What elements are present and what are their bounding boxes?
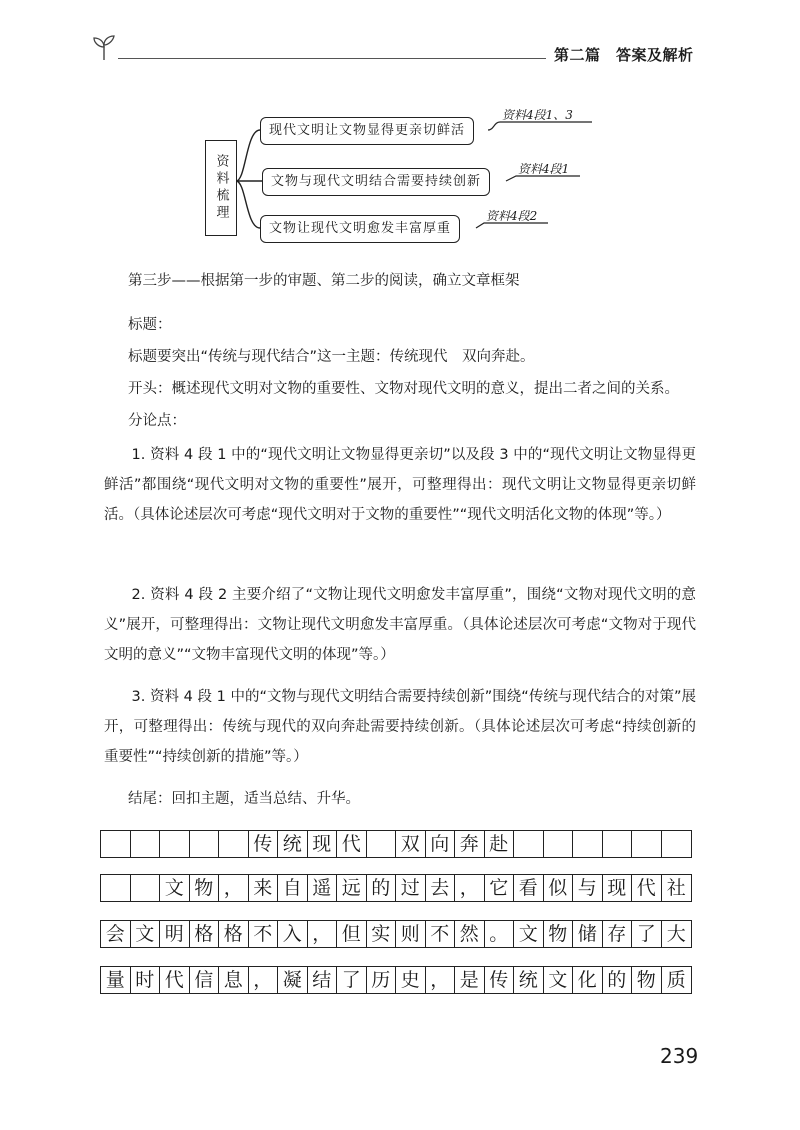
grid-cell: 格 <box>219 921 249 947</box>
grid-cell: 历 <box>367 967 397 993</box>
grid-cell: ， <box>249 967 279 993</box>
grid-cell: 统 <box>514 967 544 993</box>
grid-cell: 物 <box>632 967 662 993</box>
mindmap-source: 资料4段1、3 <box>502 108 573 122</box>
grid-cell: 代 <box>337 831 367 857</box>
step-heading: 第三步——根据第一步的审题、第二步的阅读，确立文章框架 <box>128 273 520 289</box>
grid-cell: 入 <box>278 921 308 947</box>
mindmap-branch: 文物与现代文明结合需要持续创新 <box>262 168 490 196</box>
grid-cell: 化 <box>573 967 603 993</box>
grid-row <box>100 966 692 994</box>
grid-cell: 与 <box>573 875 603 901</box>
section-title: 第二篇 答案及解析 <box>554 46 694 64</box>
grid-cell: 则 <box>396 921 426 947</box>
grid-cell <box>190 831 220 857</box>
mindmap-branch: 现代文明让文物显得更亲切鲜活 <box>260 117 474 145</box>
grid-cell: 来 <box>249 875 279 901</box>
grid-cell: 文 <box>514 921 544 947</box>
page-number: 239 <box>660 1044 699 1068</box>
grid-cell: 物 <box>190 875 220 901</box>
grid-cell: 远 <box>337 875 367 901</box>
grid-cell: 文 <box>544 967 574 993</box>
grid-cell: 向 <box>426 831 456 857</box>
grid-cell: 明 <box>160 921 190 947</box>
grid-cell: 统 <box>278 831 308 857</box>
grid-cell: 自 <box>278 875 308 901</box>
mindmap-root: 资料梳理 <box>205 140 237 236</box>
grid-cell: 。 <box>485 921 515 947</box>
grid-cell <box>131 831 161 857</box>
grid-cell <box>544 831 574 857</box>
grid-cell <box>160 831 190 857</box>
grid-cell: 物 <box>544 921 574 947</box>
grid-cell: 结 <box>308 967 338 993</box>
grid-cell: 大 <box>666 923 686 945</box>
grid-cell: 奔 <box>455 831 485 857</box>
grid-cell: 质 <box>666 969 686 991</box>
grid-cell <box>603 831 633 857</box>
grid-cell: 遥 <box>308 875 338 901</box>
grid-cell: 实 <box>367 921 397 947</box>
grid-cell: 过 <box>396 875 426 901</box>
grid-cell: 了 <box>632 921 662 947</box>
grid-cell: 文 <box>160 875 190 901</box>
grid-cell: 量 <box>101 967 131 993</box>
points-label: 分论点： <box>128 413 186 429</box>
grid-cell: 存 <box>603 921 633 947</box>
grid-cell: ， <box>426 967 456 993</box>
mindmap-branch: 文物让现代文明愈发丰富厚重 <box>260 215 460 243</box>
grid-cell: 它 <box>485 875 515 901</box>
grid-cell <box>632 831 662 857</box>
grid-cell: 的 <box>367 875 397 901</box>
grid-cell: 代 <box>160 967 190 993</box>
grid-cell: 但 <box>337 921 367 947</box>
grid-cell: 代 <box>632 875 662 901</box>
grid-cell: 格 <box>190 921 220 947</box>
grid-cell: 传 <box>485 967 515 993</box>
grid-cell: 了 <box>337 967 367 993</box>
title-label: 标题： <box>128 317 172 333</box>
grid-cell: 传 <box>249 831 279 857</box>
grid-cell: 文 <box>131 921 161 947</box>
grid-cell: 息 <box>219 967 249 993</box>
grid-cell <box>101 875 131 901</box>
grid-cell: 看 <box>514 875 544 901</box>
grid-cell: ， <box>219 875 249 901</box>
grid-cell: 凝 <box>278 967 308 993</box>
grid-row <box>100 874 692 902</box>
grid-cell: 赴 <box>485 831 515 857</box>
grid-cell <box>131 875 161 901</box>
mindmap-source: 资料4段2 <box>486 209 538 223</box>
opening-paragraph: 开头：概述现代文明对文物的重要性、文物对现代文明的意义，提出二者之间的关系。 <box>128 381 679 397</box>
grid-cell: 社 <box>666 877 686 899</box>
mindmap-source: 资料4段1 <box>518 162 570 176</box>
grid-cell <box>367 831 397 857</box>
grid-cell: 然 <box>455 921 485 947</box>
grid-cell <box>514 831 544 857</box>
grid-row <box>100 920 692 948</box>
grid-cell: 似 <box>544 875 574 901</box>
point-3: 3. 资料 4 段 1 中的“文物与现代文明结合需要持续创新”围绕“传统与现代结合的对策”展开，可整理得出：传统与现代的双向奔赴需要持续创新。（具体论述层次可考虑“持续创新的重要性”“持续创新的措施”等。） <box>104 689 696 765</box>
grid-cell: 时 <box>131 967 161 993</box>
grid-cell: ， <box>455 875 485 901</box>
grid-cell: ， <box>308 921 338 947</box>
grid-cell: 的 <box>603 967 633 993</box>
grid-cell <box>101 831 131 857</box>
grid-cell <box>573 831 603 857</box>
grid-cell: 去 <box>426 875 456 901</box>
grid-cell: 会 <box>101 921 131 947</box>
point-2: 2. 资料 4 段 2 主要介绍了“文物让现代文明愈发丰富厚重”，围绕“文物对现代文明的意义”展开，可整理得出：文物让现代文明愈发丰富厚重。（具体论述层次可考虑“文物对于现代文明的意义”“文物丰富现代文明的体现”等。） <box>104 587 696 663</box>
grid-row <box>100 830 692 858</box>
grid-cell: 是 <box>455 967 485 993</box>
grid-cell: 史 <box>396 967 426 993</box>
ending-paragraph: 结尾：回扣主题，适当总结、升华。 <box>128 791 360 807</box>
grid-cell <box>662 831 692 857</box>
grid-cell: 现 <box>603 875 633 901</box>
grid-cell: 信 <box>190 967 220 993</box>
grid-cell: 储 <box>573 921 603 947</box>
grid-cell: 现 <box>308 831 338 857</box>
title-description: 标题要突出“传统与现代结合”这一主题：传统现代 双向奔赴。 <box>128 349 535 365</box>
grid-cell <box>219 831 249 857</box>
grid-cell: 双 <box>396 831 426 857</box>
grid-cell: 不 <box>249 921 279 947</box>
grid-cell: 不 <box>426 921 456 947</box>
point-1: 1. 资料 4 段 1 中的“现代文明让文物显得更亲切”以及段 3 中的“现代文明让文物显得更鲜活”都围绕“现代文明对文物的重要性”展开，可整理得出：现代文明让文物显得更亲切鲜活。（具体论述层次可考虑“现代文明对于文物的重要性”“现代文明活化文物的体现”等。） <box>104 447 696 523</box>
